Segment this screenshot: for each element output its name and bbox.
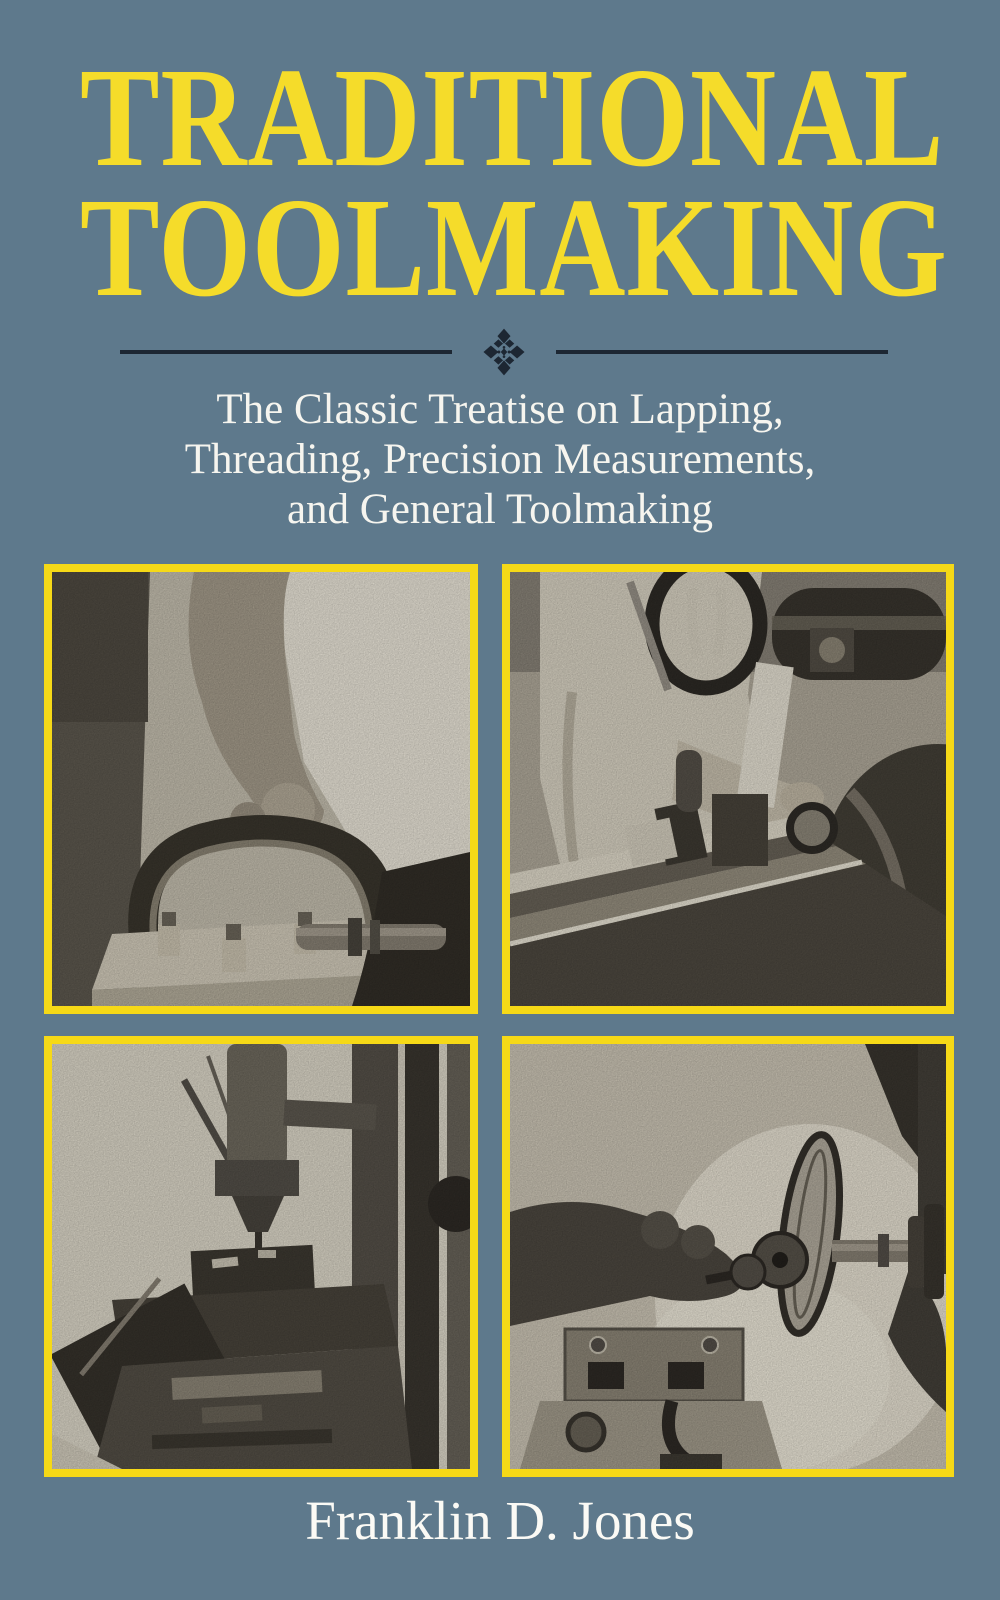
milling-machine-photo-art [52, 1044, 470, 1469]
subtitle-line-3: and General Toolmaking [286, 486, 714, 533]
cover-photo-milling-machine [44, 1036, 478, 1477]
book-title-line-1: TRADITIONAL [80, 38, 945, 196]
subtitle-line-2: Threading, Precision Measurements, [184, 436, 816, 483]
divider-line-left [120, 350, 452, 354]
cover-photo-snap-gauge [44, 564, 478, 1014]
snap-gauge-photo-art [52, 572, 470, 1006]
lathe-operator-photo-art [510, 572, 946, 1006]
book-title-line-2: TOOLMAKING [80, 168, 948, 326]
cover-photo-lapping-disc [502, 1036, 954, 1477]
lapping-disc-photo-art [510, 1044, 946, 1469]
subtitle [60, 385, 940, 535]
diamond-ornament-icon [476, 325, 532, 379]
author-name: Franklin D. Jones [305, 1490, 695, 1551]
cover-photo-lathe-operator [502, 564, 954, 1014]
divider-line-right [556, 350, 888, 354]
subtitle-line-1: The Classic Treatise on Lapping, [216, 386, 784, 433]
title-divider [120, 325, 888, 379]
